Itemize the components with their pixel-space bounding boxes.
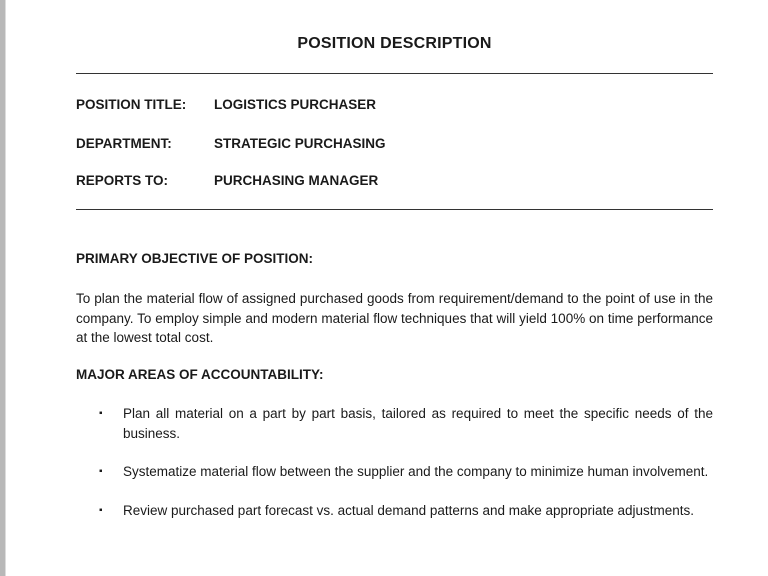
list-item-text: Plan all material on a part by part basis, tailored as required to meet the specific needs of the business.	[123, 406, 713, 441]
document-title: POSITION DESCRIPTION	[297, 35, 492, 52]
field-value: STRATEGIC PURCHASING	[214, 136, 386, 151]
page-left-edge	[0, 0, 5, 576]
field-value: PURCHASING MANAGER	[214, 173, 379, 188]
list-item	[76, 501, 713, 521]
list-item-text: Review purchased part forecast vs. actual demand patterns and make appropriate adjustments.	[123, 502, 695, 518]
accountability-list	[76, 404, 713, 539]
field-value: LOGISTICS PURCHASER	[214, 97, 377, 112]
field-department	[76, 136, 386, 151]
primary-objective-heading: PRIMARY OBJECTIVE OF POSITION:	[76, 251, 314, 266]
list-item	[76, 404, 713, 443]
list-item	[76, 462, 713, 482]
list-item-text: Systematize material flow between the supplier and the company to minimize human involvement.	[123, 464, 709, 479]
bullet-icon: ▪	[99, 504, 103, 516]
field-position-title	[76, 97, 376, 112]
field-label: POSITION TITLE:	[76, 97, 187, 112]
field-reports-to	[76, 173, 378, 188]
top-divider	[76, 73, 713, 74]
field-label: DEPARTMENT:	[76, 136, 172, 151]
primary-objective-text: To plan the material flow of assigned purchased goods from requirement/demand to the point of use in the company. To employ simple and modern material flow techniques that will yield 100% on time performance at the lowest total cost.	[76, 291, 713, 345]
field-label: REPORTS TO:	[76, 173, 169, 188]
accountability-heading: MAJOR AREAS OF ACCOUNTABILITY:	[76, 367, 324, 382]
bullet-icon: ▪	[99, 466, 103, 477]
bottom-divider	[76, 209, 713, 210]
bullet-icon: ▪	[99, 408, 103, 419]
